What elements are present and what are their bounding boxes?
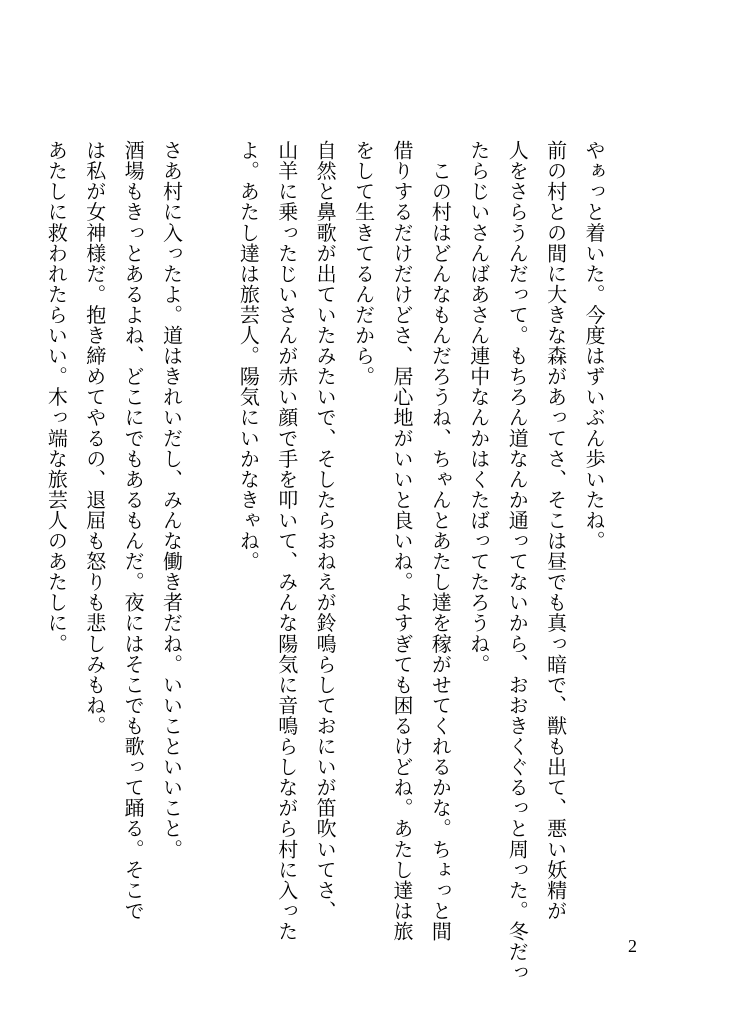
text-line: 酒場もきっとあるよね、どこにでもあるもんだ。夜にはそこでも歌って踊る。そこで	[121, 140, 146, 921]
text-line: 前の村との間に大きな森があってさ、そこは昼でも真っ暗で、獣も出て、悪い妖精が	[543, 140, 568, 921]
blank-line	[191, 140, 229, 940]
text-line: 自然と鼻歌が出ていたみたいで、そしたらおねえが鈴鳴らしておにいが笛吹いてさ、	[313, 140, 338, 921]
text-line: あたしに救われたらいい。木っ端な旅芸人のあたしに。	[44, 140, 69, 654]
text-line: は私が女神様だ。抱き締めてやるの、退屈も怒りも悲しみもね。	[82, 140, 107, 736]
text-line: をして生きてるんだから。	[351, 140, 376, 387]
text-line: よ。あたし達は旅芸人。陽気にいかなきゃね。	[236, 140, 261, 572]
page-number: 2	[628, 936, 637, 956]
text-line: たらじいさんばあさん連中なんかはくたばってたろうね。	[466, 140, 491, 675]
text-line: 山羊に乗ったじいさんが赤い顔で手を叩いて、みんな陽気に音鳴らしながら村に入った	[274, 140, 299, 942]
text-line: さあ村に入ったよ。道はきれいだし、みんな働き者だね。いいこといいこと。	[159, 140, 184, 860]
vertical-text-block	[37, 140, 613, 983]
text-line: 人をさらうんだって。もちろん道なんか通ってないから、おおきくぐるっと周った。冬だっ	[505, 140, 530, 983]
text-line: 借りするだけだけどさ、居心地がいいと良いね。よすぎても困るけどね。あたし達は旅	[389, 140, 414, 942]
text-line: やぁっと着いた。今度はずいぶん歩いたね。	[582, 140, 606, 551]
text-line: この村はどんなもんだろうね、ちゃんとあたし達を稼がせてくれるかな。ちょっと間	[428, 140, 453, 942]
